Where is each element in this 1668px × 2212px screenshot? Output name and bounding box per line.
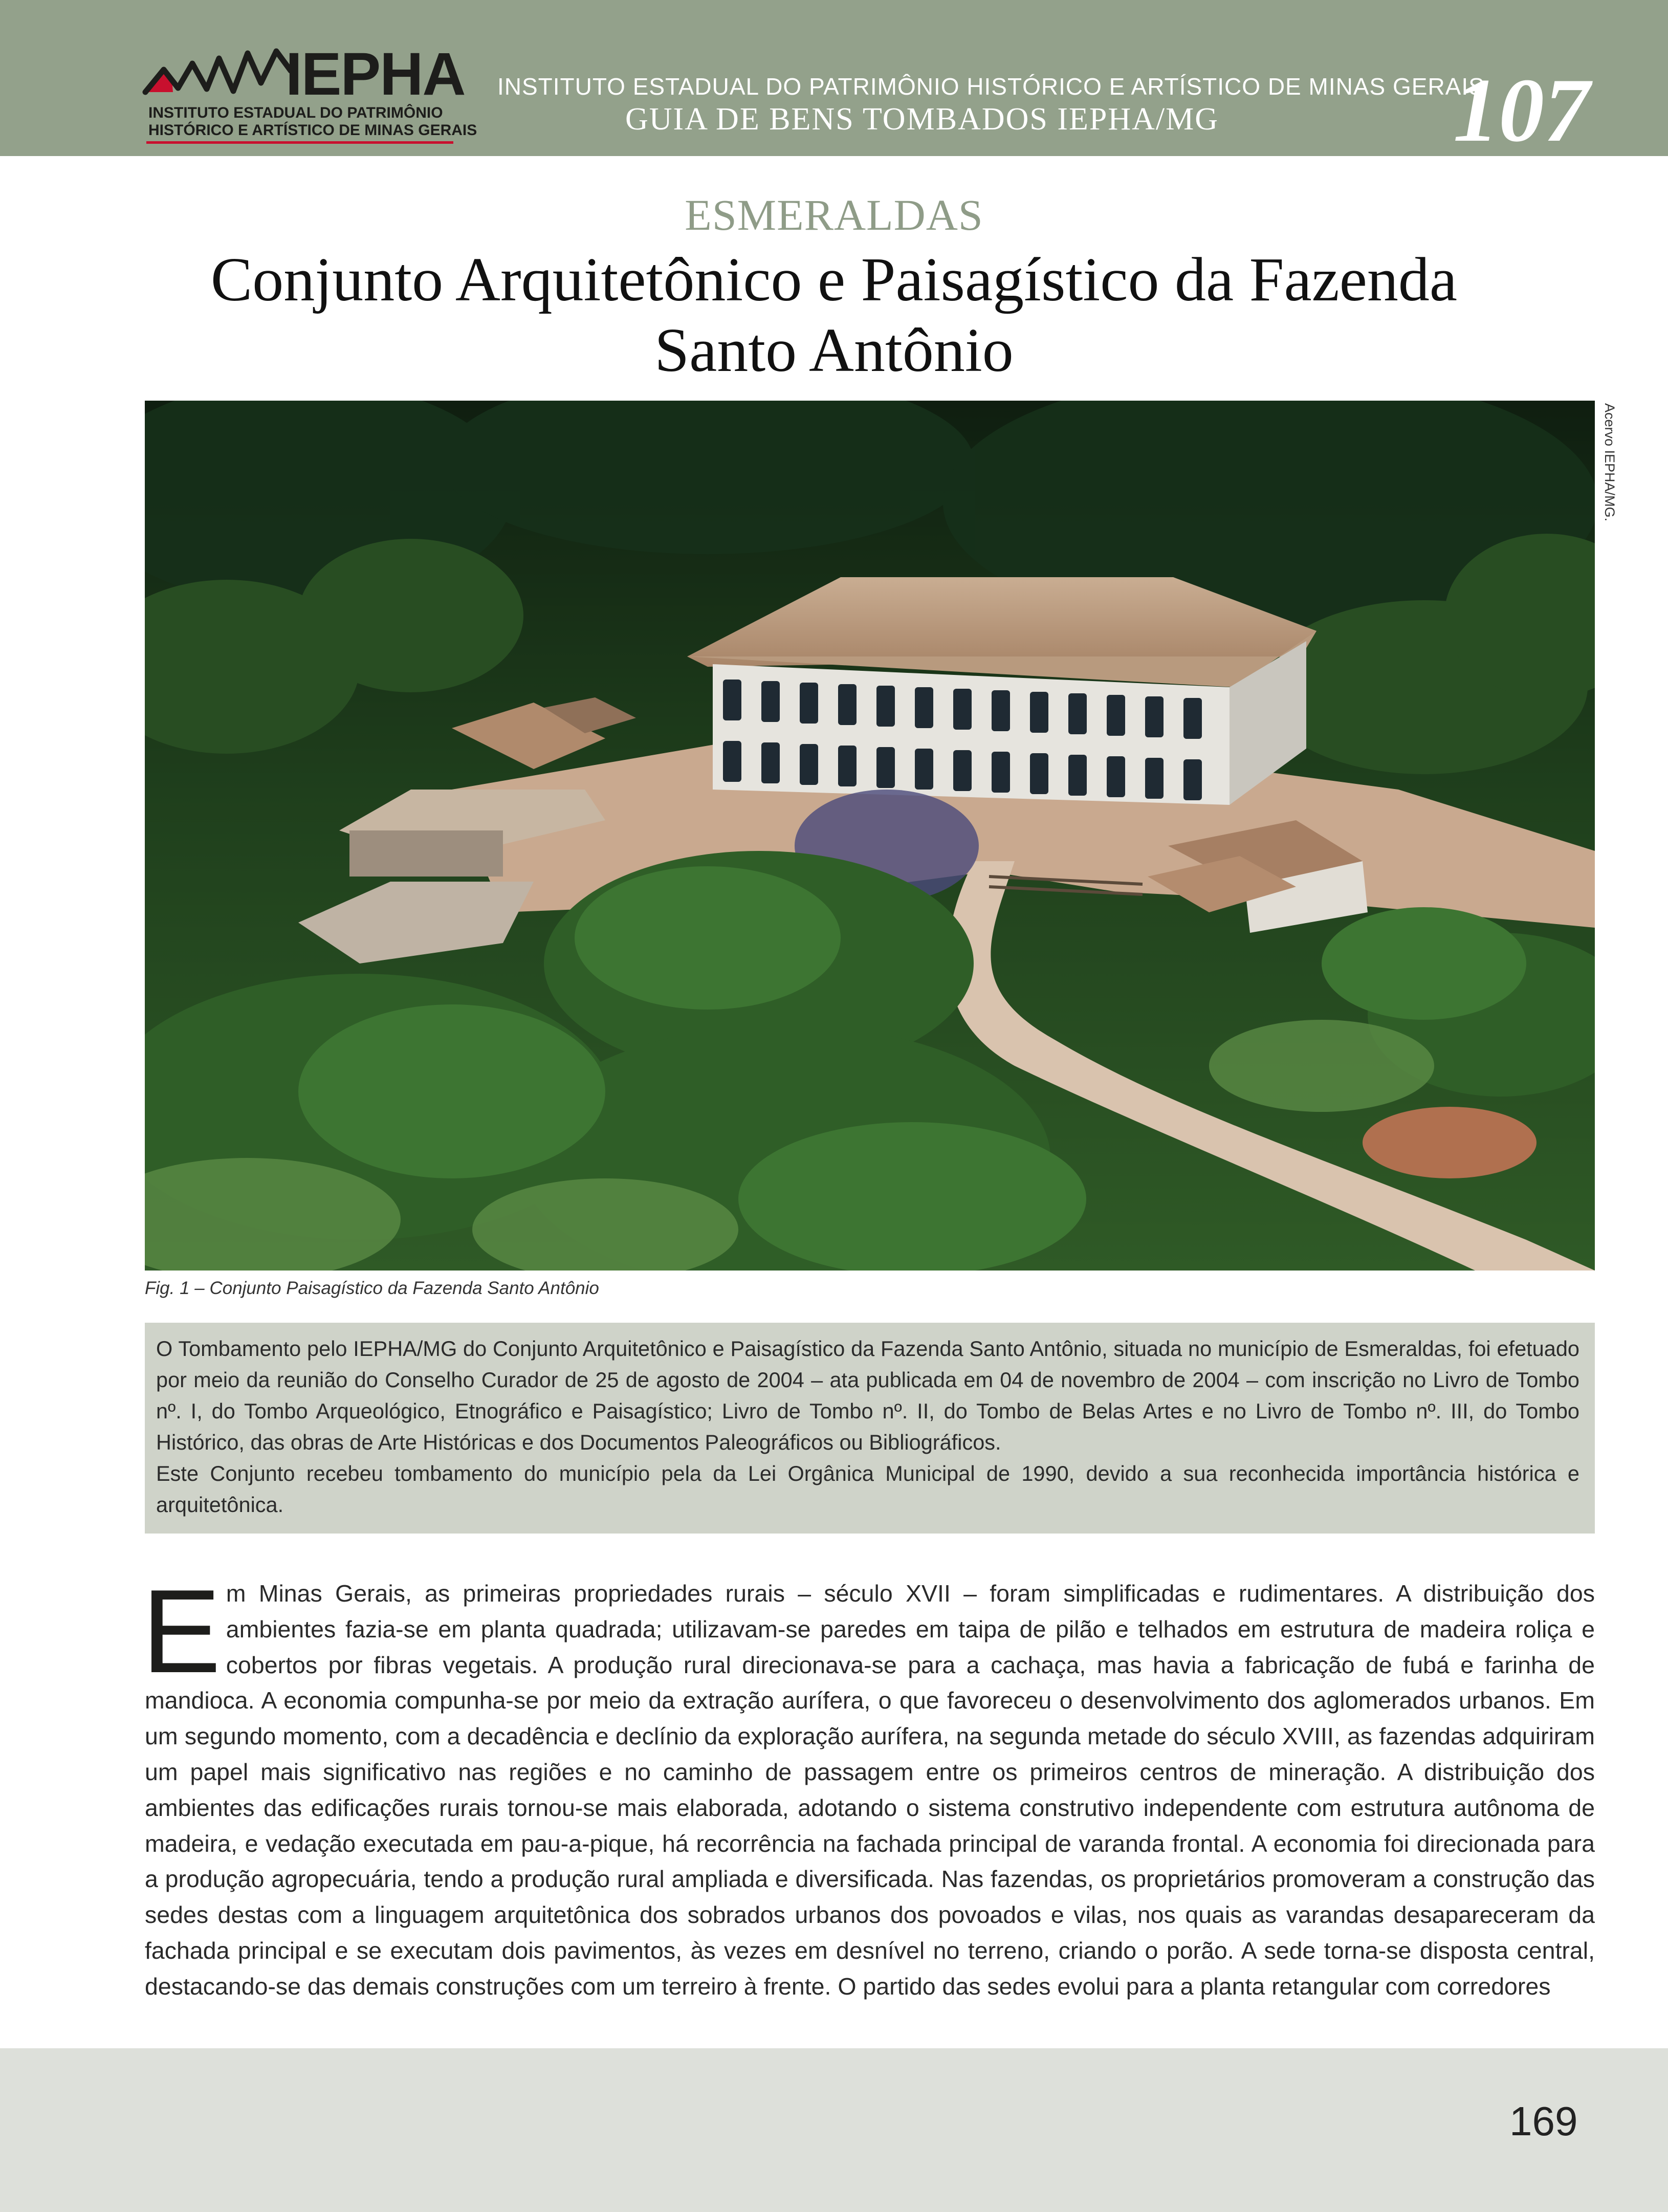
institute-name: INSTITUTO ESTADUAL DO PATRIMÔNIO HISTÓRICO E ARTÍSTICO DE MINAS GERAIS: [497, 73, 1485, 100]
farmhouse-window: [838, 746, 857, 786]
page-title: [102, 245, 1566, 386]
page-footer: [0, 2048, 1668, 2212]
farmhouse-window: [915, 749, 933, 790]
farmhouse-window: [876, 747, 895, 788]
body-text: m Minas Gerais, as primeiras propriedades rurais – século XVII – foram simplificadas e rudimentares. A distribuição dos ambientes fazia-se em planta quadrada; utilizavam-se paredes em taipa de pilão e telhados em estrutura de madeira roliça e cobertos por fibras vegetais. A produção rural direcionava-se para a cachaça, mas havia a fabricação de fubá e farinha de mandioca. A economia compunha-se por meio da extração aurífera, o que favoreceu o desenvolvimento dos aglomerados urbanos. Em um segundo momento, com a decadência e declínio da exploração aurífera, na segunda metade do século XVIII, as fazendas adquiriram um papel mais significativo nas regiões e no caminho de passagem entre os primeiros centros de mineração. A distribuição dos ambientes das edificações rurais tornou-se mais elaborada, adotando o sistema construtivo independente com estrutura autônoma de madeira, e vedação executada em pau-a-pique, há recorrência na fachada principal de varanda frontal. A economia foi direcionada para a produção agropecuária, tendo a produção rural ampliada e diversificada. Nas fazendas, os proprietários promoveram a construção das sedes destas com a linguagem arquitetônica dos sobrados urbanos dos povoados e vilas, nos quais as varandas desapareceram da fachada principal e se executam dois pavimentos, às vezes em desnível no terreno, criando o porão. A sede torna-se disposta central, destacando-se das demais construções com um terreiro à frente. O partido das sedes evolui para a planta retangular com corredores: [145, 1580, 1595, 2000]
farmhouse-window: [723, 680, 741, 720]
guide-title: GUIA DE BENS TOMBADOS IEPHA/MG: [625, 102, 1219, 137]
logo-subtitle-line1: INSTITUTO ESTADUAL DO PATRIMÔNIO: [148, 104, 443, 121]
drop-cap: E: [142, 1565, 221, 1698]
farmhouse-window: [992, 752, 1010, 793]
farmhouse-window: [761, 742, 780, 783]
farmhouse-window: [1068, 755, 1087, 796]
farmhouse-window: [953, 750, 972, 791]
title-line2: Santo Antônio: [654, 316, 1014, 385]
title-line1: Conjunto Arquitetônico e Paisagístico da Fazenda: [210, 245, 1458, 314]
region-name: ESMERALDAS: [685, 190, 983, 239]
farmhouse-window: [992, 690, 1010, 731]
figure-caption: Fig. 1 – Conjunto Paisagístico da Fazenda Santo Antônio: [145, 1278, 599, 1298]
farm-photo: [145, 401, 1595, 1271]
farmhouse-window: [800, 683, 818, 724]
listing-summary-box: [145, 1323, 1595, 1534]
mountain-logo-icon: [142, 47, 296, 108]
farmhouse-window: [1107, 695, 1125, 736]
logo-subtitle-line2: HISTÓRICO E ARTÍSTICO DE MINAS GERAIS: [148, 122, 477, 139]
farmhouse-window: [915, 687, 933, 728]
farmhouse-window: [761, 681, 780, 722]
farmhouse-window: [1183, 698, 1202, 739]
summary-paragraph-1: O Tombamento pelo IEPHA/MG do Conjunto Arquitetônico e Paisagístico da Fazenda Santo Antônio, situada no município de Esmeraldas, foi efetuado por meio da reunião do Conselho Curador de 25 de agosto de 2004 – ata publicada em 04 de novembro de 2004 – com inscrição no Livro de Tombo nº. I, do Tombo Arqueológico, Etnográfico e Paisagístico; Livro de Tombo nº. II, do Tombo de Belas Artes e no Livro de Tombo nº. III, do Tombo Histórico, das obras de Arte Históricas e dos Documentos Paleográficos ou Bibliográficos.: [156, 1337, 1579, 1454]
chapter-number: 107: [1453, 59, 1590, 161]
photo-credit: Acervo IEPHA/MG.: [1602, 403, 1617, 522]
farmhouse-window: [1030, 692, 1048, 733]
logo-wordmark: IEPHA: [286, 40, 465, 108]
body-paragraph: [142, 1565, 1595, 2005]
farm-aerial-image: [145, 401, 1595, 1271]
logo-underline: [146, 141, 453, 144]
farmhouse-window: [800, 744, 818, 785]
farmhouse-window: [1068, 693, 1087, 734]
farmhouse-window: [838, 684, 857, 725]
farmhouse-window: [1145, 758, 1164, 799]
page-number: 169: [1509, 2098, 1578, 2144]
page-header: [0, 0, 1668, 161]
iepha-logo: [142, 40, 477, 149]
farmhouse-window: [953, 689, 972, 730]
farmhouse-window: [876, 686, 895, 727]
farmhouse-window: [1145, 696, 1164, 737]
farmhouse-window: [723, 741, 741, 782]
summary-paragraph-2: Este Conjunto recebeu tombamento do município pela da Lei Orgânica Municipal de 1990, devido a sua reconhecida importância histórica e arquitetônica.: [156, 1461, 1579, 1517]
farmhouse-window: [1107, 756, 1125, 797]
farmhouse-window: [1183, 759, 1202, 800]
farmhouse-window: [1030, 753, 1048, 794]
